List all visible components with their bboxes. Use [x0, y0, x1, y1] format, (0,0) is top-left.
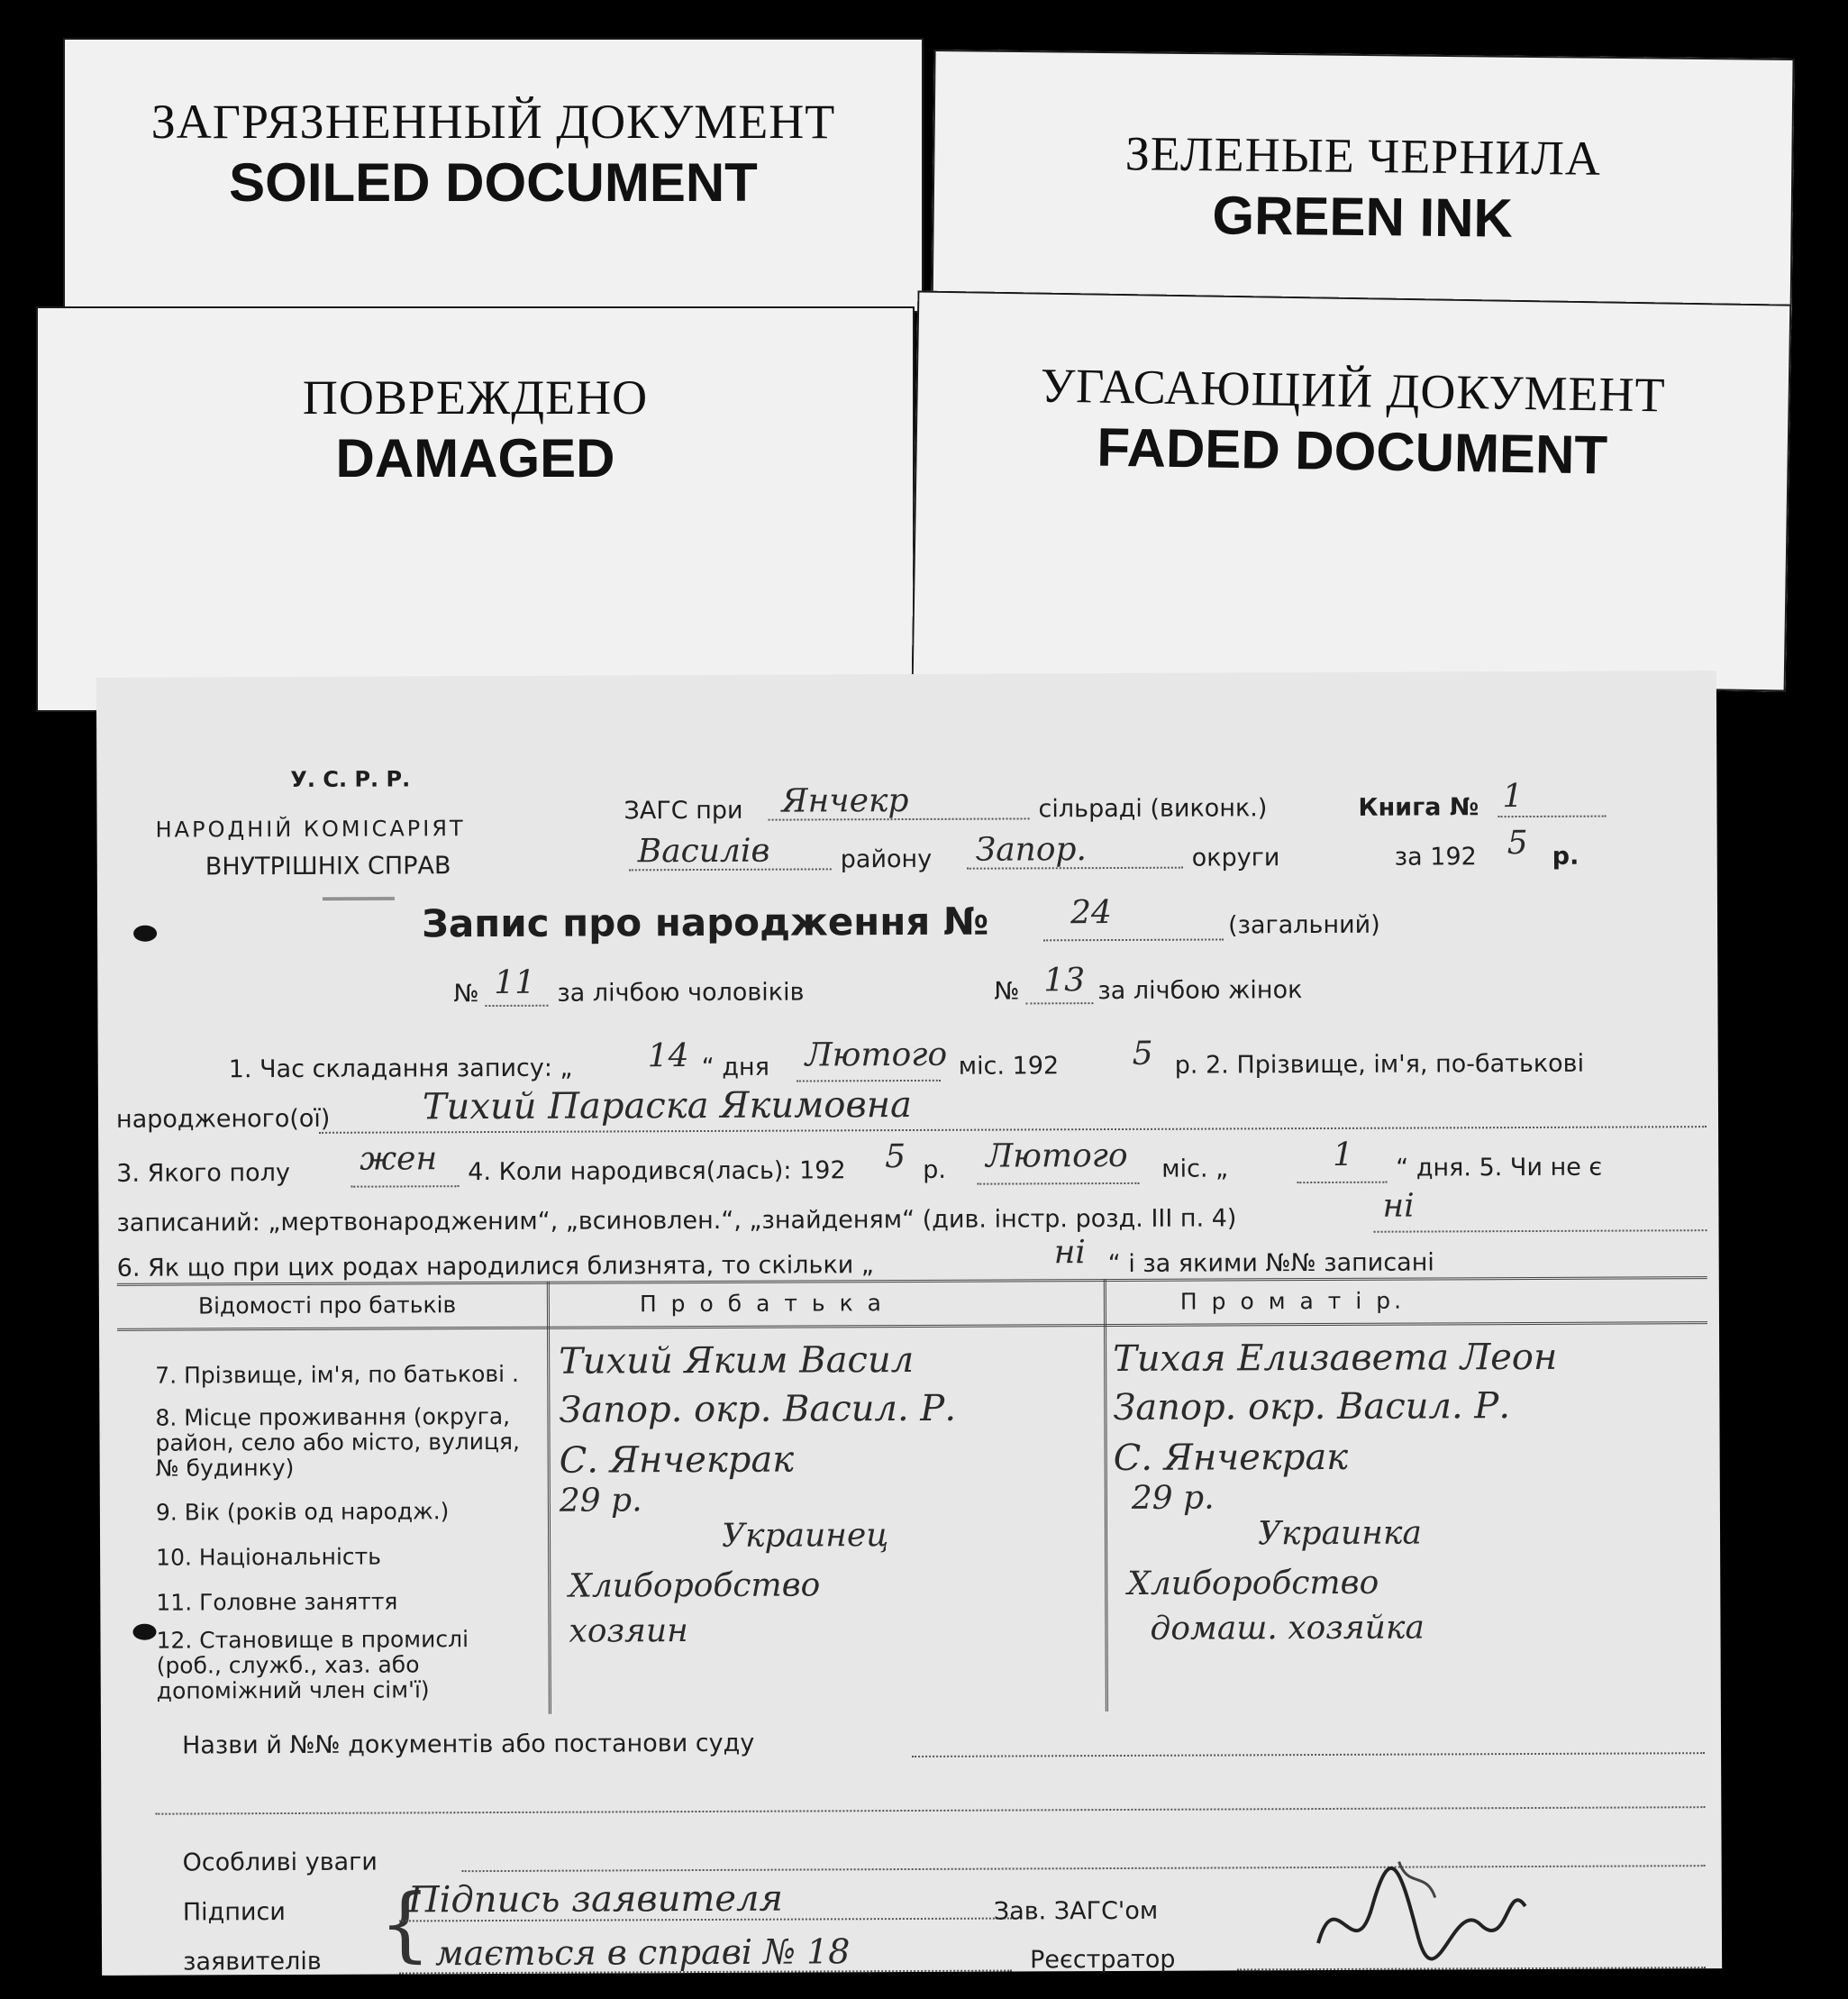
signatures-label-2: заявителів — [183, 1947, 322, 1976]
faded-ru-label: УГАСАЮЩИЙ ДОКУМЕНТ — [1040, 358, 1667, 423]
table-col-divider — [547, 1282, 551, 1714]
fill-line — [1043, 938, 1224, 941]
birth-day: 1 — [1333, 1136, 1354, 1173]
district-name: Василів — [637, 832, 770, 871]
mother-address: Запор. окр. Васил. Р. — [1113, 1385, 1511, 1429]
ministry-line-1: НАРОДНІЙ КОМІСАРІЯТ — [155, 816, 466, 843]
soiled-ru-label: ЗАГРЯЗНЕННЫЙ ДОКУМЕНТ — [150, 95, 836, 149]
record-title-suffix: (загальний) — [1228, 910, 1380, 940]
birth-month: Лютого — [986, 1136, 1128, 1175]
year-suffix: р. — [1552, 842, 1579, 871]
table-row-label: 10. Національність — [156, 1543, 381, 1571]
male-count-label: за лічбою чоловіків — [557, 978, 805, 1008]
table-col-divider — [1104, 1279, 1108, 1711]
row1-day-label: “ дня — [701, 1053, 769, 1082]
okrug-label: округи — [1191, 844, 1280, 872]
okrug-name: Запор. — [975, 831, 1088, 869]
head-zags-label: Зав. ЗАГС'ом — [993, 1896, 1159, 1926]
male-count-prefix: № — [453, 980, 479, 1009]
applicant-sign-text-2: мається в справі № 18 — [434, 1931, 851, 1974]
damaged-en-label: DAMAGED — [335, 428, 615, 488]
mother-occupation: Хлиборобство — [1127, 1564, 1379, 1602]
table-row-label: 12. Становище в промислі (роб., служб., хаз. або допоміжний член сім'ї) — [156, 1626, 469, 1704]
table-head-mother: П р о м а т і р. — [1179, 1287, 1406, 1315]
table-row-label: 7. Прізвище, ім'я, по батькові . — [155, 1360, 520, 1389]
father-nationality: Украинец — [721, 1517, 889, 1555]
faded-document-card — [912, 290, 1792, 691]
father-village: С. Янчекрак — [559, 1438, 795, 1482]
table-row-label: 9. Вік (років од народж.) — [155, 1498, 450, 1526]
docs-label: Назви й №№ документів або постанови суду — [181, 1729, 755, 1760]
female-count-number: 13 — [1043, 962, 1086, 1000]
mother-nationality: Украинка — [1257, 1514, 1423, 1553]
father-status: хозяин — [569, 1612, 688, 1650]
table-head-father: П р о б а т ь к а — [639, 1290, 885, 1318]
row5-rest: “ і за якими №№ записані — [1107, 1248, 1434, 1279]
signature-brace: { — [378, 1876, 432, 1972]
fill-line — [1297, 1182, 1387, 1183]
record-day: 14 — [647, 1037, 689, 1075]
male-count-number: 11 — [494, 963, 536, 1002]
punch-hole — [133, 926, 157, 942]
record-month: Лютого — [805, 1036, 948, 1074]
child-name: Тихий Параска Якимовна — [422, 1083, 912, 1128]
book-label: Книга № — [1358, 793, 1479, 822]
row3-born-r: р. — [923, 1155, 947, 1184]
green-ru-label: ЗЕЛЕНЫЕ ЧЕРНИЛА — [1124, 126, 1602, 186]
child-sex: жен — [360, 1140, 438, 1178]
row3-rest: “ дня. 5. Чи не є — [1396, 1153, 1603, 1182]
row5-label: 6. Як що при цих родах народилися близнята, то скільки „ — [116, 1251, 874, 1282]
soiled-en-label: SOILED DOCUMENT — [229, 152, 758, 213]
damaged-ru-label: ПОВРЕЖДЕНО — [302, 370, 649, 424]
green-en-label: GREEN INK — [1212, 185, 1514, 249]
father-address: Запор. окр. Васил. Р. — [559, 1387, 957, 1431]
soiled-document-card — [63, 38, 924, 313]
table-row-label: 8. Місце проживання (округа, район, село або місто, вулиця, № будинку) — [155, 1402, 520, 1482]
row1-month-label: міс. 192 — [958, 1052, 1060, 1081]
fill-line — [769, 817, 1030, 820]
book-number: 1 — [1502, 778, 1524, 816]
zags-village: Янчекр — [781, 781, 909, 820]
row3-born-label: 4. Коли народився(лась): 192 — [468, 1156, 846, 1187]
birth-record-sheet — [96, 671, 1722, 1976]
fill-line — [1025, 1002, 1093, 1004]
green-ink-card — [931, 50, 1794, 329]
fill-line — [797, 1080, 941, 1082]
fill-line — [967, 867, 1183, 870]
ministry-line-2: ВНУТРІШНІХ СПРАВ — [205, 852, 451, 881]
fill-line — [629, 868, 832, 871]
row1-label: 1. Час складання запису: „ — [228, 1054, 573, 1084]
official-signature — [1300, 1843, 1535, 1979]
row4-label: записаний: „мертвонародженим“, „всиновлен.“, „знайденям“ (див. інстр. розд. III п. 4) — [116, 1204, 1237, 1237]
record-year: 5 — [1132, 1035, 1153, 1073]
row4-answer: ні — [1382, 1187, 1415, 1225]
father-age: 29 р. — [559, 1482, 642, 1520]
fill-line — [1498, 816, 1607, 818]
row1-rest: р. 2. Прізвище, ім'я, по-батькові — [1174, 1049, 1585, 1080]
district-label: району — [840, 844, 933, 874]
registrar-label: Реєстратор — [1030, 1945, 1176, 1975]
father-occupation: Хлиборобство — [569, 1566, 821, 1605]
fill-line — [1374, 1229, 1707, 1233]
year-prefix: за 192 — [1394, 843, 1477, 872]
fill-line — [912, 1752, 1705, 1757]
year-digit: 5 — [1507, 824, 1528, 863]
table-row-label: 11. Головне заняття — [156, 1588, 398, 1616]
zags-prefix: ЗАГС при — [624, 796, 743, 826]
fill-line — [485, 1005, 548, 1007]
signatures-label-1: Підписи — [182, 1898, 286, 1927]
damaged-card — [36, 306, 915, 712]
header-divider — [323, 897, 395, 899]
row3-label: 3. Якого полу — [116, 1158, 290, 1188]
mother-age: 29 р. — [1131, 1479, 1215, 1517]
row2-label: народженого(ої) — [115, 1104, 331, 1134]
mother-status: домаш. хозяйка — [1150, 1609, 1425, 1648]
notes-label: Особливі уваги — [182, 1848, 378, 1877]
table-head-rule — [117, 1321, 1707, 1331]
state-label: У. С. Р. Р. — [290, 766, 411, 792]
table-head-info: Відомості про батьків — [197, 1292, 457, 1319]
father-name: Тихий Яким Васил — [559, 1338, 915, 1383]
mother-village: С. Янчекрак — [1113, 1436, 1349, 1480]
record-title: Запис про народження № — [421, 899, 989, 946]
punch-hole — [132, 1624, 156, 1640]
female-count-prefix: № — [994, 977, 1020, 1006]
zags-suffix: сільраді (виконк.) — [1038, 794, 1268, 824]
fill-line — [977, 1182, 1139, 1185]
applicant-sign-text-1: Підпись заявителя — [407, 1877, 784, 1921]
female-count-label: за лічбою жінок — [1097, 976, 1303, 1006]
row3-born-mis: міс. „ — [1161, 1155, 1229, 1183]
fill-line — [155, 1806, 1705, 1815]
mother-name: Тихая Елизавета Леон — [1113, 1336, 1558, 1381]
fill-line — [350, 1185, 459, 1188]
faded-en-label: FADED DOCUMENT — [1096, 416, 1608, 486]
birth-year: 5 — [885, 1138, 906, 1176]
record-number: 24 — [1070, 894, 1112, 932]
twins-answer: ні — [1053, 1234, 1086, 1272]
